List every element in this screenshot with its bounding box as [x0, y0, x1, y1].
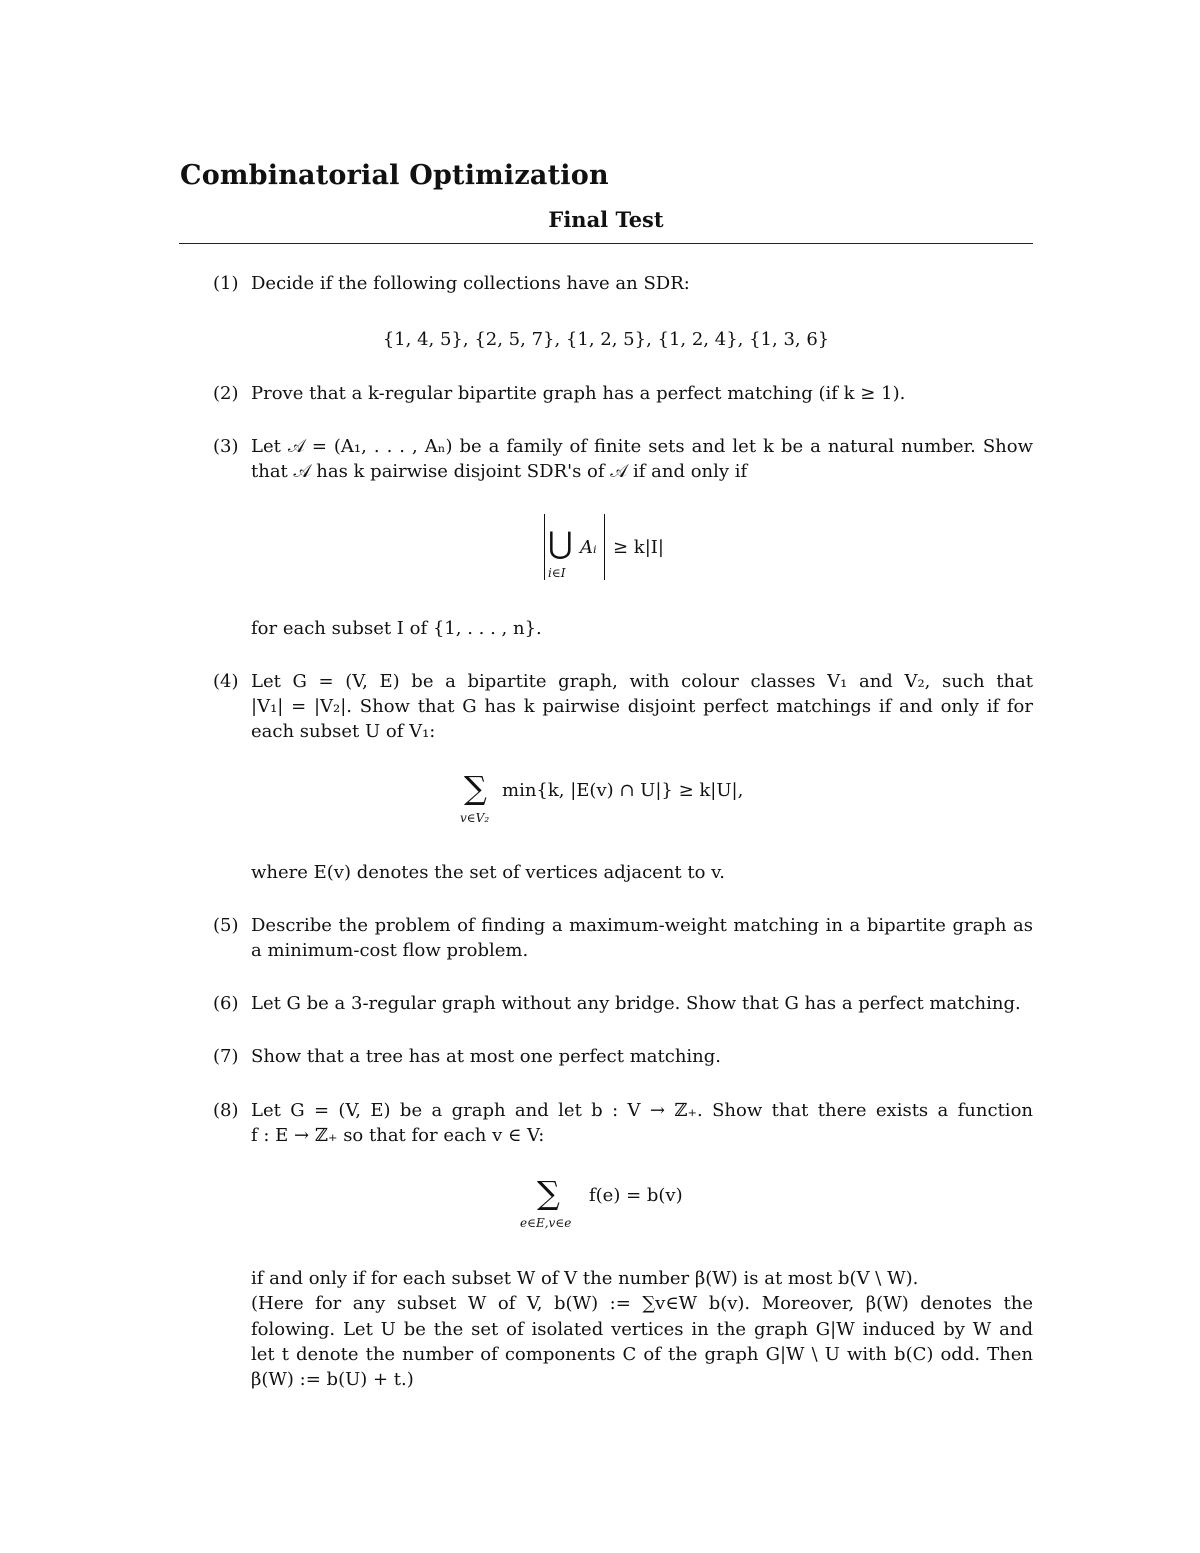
- problem-text-line: |V₁| = |V₂|. Show that G has k pairwise disjoint perfect matchings if and only if for: [251, 696, 1033, 717]
- problem-6: [213, 991, 1033, 1016]
- summation-index: v∈V₂: [460, 811, 490, 825]
- summation-symbol: ∑: [464, 769, 487, 807]
- title-divider: [179, 243, 1033, 244]
- problem-8: [213, 1098, 1033, 1148]
- problem-8-after-line: folowing. Let U be the set of isolated vertices in the graph G|W induced by W and: [251, 1319, 1033, 1340]
- problem-1-display-sets: {1, 4, 5}, {2, 5, 7}, {1, 2, 5}, {1, 2, 4}, {1, 3, 6}: [382, 329, 830, 350]
- problem-number: (1): [213, 273, 239, 294]
- problem-number: (3): [213, 436, 239, 457]
- problem-number: (4): [213, 671, 239, 692]
- page-title: Combinatorial Optimization: [180, 160, 609, 191]
- union-term: Aᵢ: [580, 537, 597, 558]
- problem-text: Prove that a k-regular bipartite graph has a perfect matching (if k ≥ 1).: [251, 383, 906, 404]
- problem-number: (6): [213, 993, 239, 1014]
- problem-text-line: that 𝒜 has k pairwise disjoint SDR's of 𝒜 if and only if: [251, 461, 748, 482]
- problem-text-line: Describe the problem of finding a maximum-weight matching in a bipartite graph as: [251, 915, 1033, 936]
- problem-3-after: for each subset I of {1, . . . , n}.: [251, 618, 542, 639]
- problem-2: [213, 381, 1033, 406]
- problem-number: (8): [213, 1100, 239, 1121]
- problem-1: [213, 271, 1033, 296]
- problem-text: Decide if the following collections have an SDR:: [251, 273, 690, 294]
- page-subtitle: Final Test: [548, 207, 664, 232]
- summation-expression: f(e) = b(v): [589, 1185, 683, 1206]
- problem-text-line: Let G = (V, E) be a bipartite graph, with colour classes V₁ and V₂, such that: [251, 671, 1033, 692]
- abs-bar-right: [604, 514, 605, 580]
- summation-index: e∈E,v∈e: [520, 1216, 572, 1230]
- summation-symbol: ∑: [537, 1174, 560, 1212]
- summation-expression: min{k, |E(v) ∩ U|} ≥ k|U|,: [502, 780, 744, 801]
- problem-8-after-line: let t denote the number of components C of the graph G|W \ U with b(C) odd. Then: [251, 1344, 1033, 1365]
- problem-text: Let G be a 3-regular graph without any bridge. Show that G has a perfect matching.: [251, 993, 1021, 1014]
- inequality-rhs: ≥ k|I|: [613, 537, 664, 558]
- problem-8-after-line: if and only if for each subset W of V the number β(W) is at most b(V \ W).: [251, 1268, 919, 1289]
- problem-text-line: Let 𝒜 = (A₁, . . . , Aₙ) be a family of finite sets and let k be a natural number. Show: [251, 436, 1033, 457]
- problem-4-after: where E(v) denotes the set of vertices adjacent to v.: [251, 862, 725, 883]
- problem-number: (2): [213, 383, 239, 404]
- problem-8-after-line: β(W) := b(U) + t.): [251, 1369, 414, 1390]
- problem-text: Show that a tree has at most one perfect matching.: [251, 1046, 722, 1067]
- problem-5: [213, 913, 1033, 963]
- problem-8-after-line: (Here for any subset W of V, b(W) := ∑v∈W b(v). Moreover, β(W) denotes the: [251, 1293, 1033, 1314]
- problem-text-line: a minimum-cost flow problem.: [251, 940, 529, 961]
- problem-3: [213, 434, 1033, 484]
- problem-number: (5): [213, 915, 239, 936]
- problem-text-line: each subset U of V₁:: [251, 721, 436, 742]
- problem-7: [213, 1044, 1033, 1069]
- union-index: i∈I: [548, 566, 566, 580]
- problem-text-line: f : E → ℤ₊ so that for each v ∈ V:: [251, 1125, 545, 1146]
- problem-number: (7): [213, 1046, 239, 1067]
- problem-4: [213, 669, 1033, 744]
- abs-bar-left: [544, 514, 545, 580]
- big-union-symbol: ⋃: [548, 526, 573, 561]
- problem-text-line: Let G = (V, E) be a graph and let b : V → ℤ₊. Show that there exists a function: [251, 1100, 1033, 1121]
